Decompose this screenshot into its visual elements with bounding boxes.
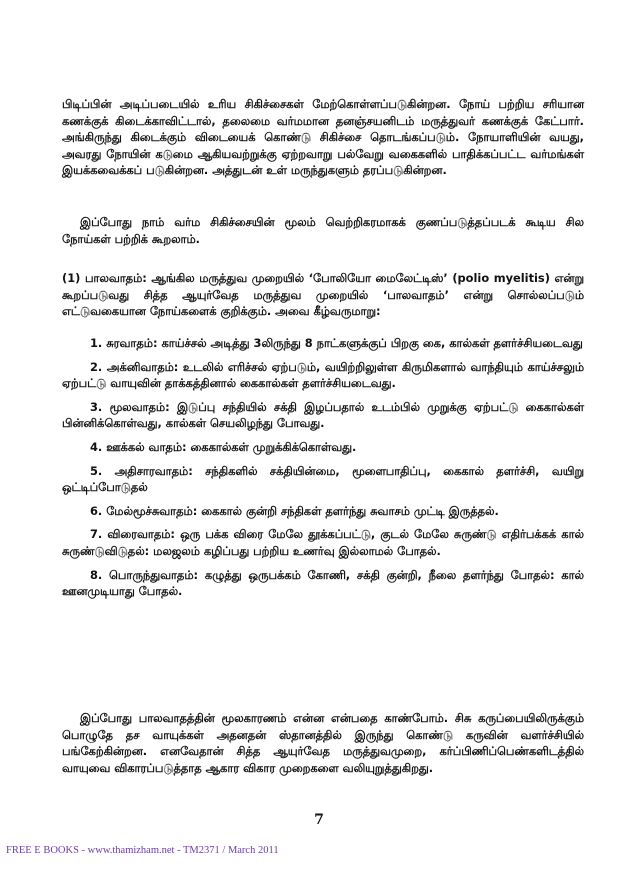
item-text: உடலில் எரிச்சல் ஏற்படும், வயிற்றிலுள்ள கிருமிகளால் வாந்தியும் காய்ச்சலும் ஏற்பட்டு வாயுவின் தாக்கத்தினால் கைகால்கள் தளர்ச்சியடைவது.: [62, 359, 584, 391]
item-text: கழுத்து ஒருபக்கம் கோணி, சக்தி குன்றி, நீலை தளர்ந்து போதல்: கால் ஊனமுடியாது போதல்.: [62, 567, 585, 599]
list-item: [62, 463, 584, 496]
item-text: கைகால்கள் முறுக்கிக்கொள்வது.: [190, 439, 357, 454]
paragraph-3: (1) பாலவாதம்: ஆங்கில மருத்துவ முறையில் ‘போலியோ மைலேட்டிஸ்’ (polio myelitis) என்று கூறப்படுவது சித்த ஆயுர்வேத மருத்துவ முறையில் ‘பாலவாதம்’ என்று சொல்லப்படும் எட்டுவகையான நோய்களைக் குறிக்கும். அவை கீழ்வருமாறு:: [62, 271, 584, 319]
item-text: காய்ச்சல் அடித்து 3லிருந்து 8 நாட்களுக்குப் பிறகு கை, கால்கள் தளர்ச்சியடைவது: [161, 336, 583, 350]
list-item: [62, 399, 584, 432]
disease-list: [62, 335, 584, 607]
item-text: கைகால் குன்றி சந்திகள் தளர்ந்து சுவாசம் முட்டி இருத்தல்.: [201, 503, 499, 518]
page-number: 7: [314, 812, 324, 828]
item-label: 7. விரைவாதம்:: [90, 527, 175, 542]
item-label: 6. மேல்மூச்சுவாதம்:: [90, 503, 198, 518]
list-item: [62, 567, 584, 600]
item-label: 3. மூலவாதம்:: [90, 399, 170, 414]
footer-text: FREE E BOOKS - www.thamizham.net - TM2371 / March 2011: [6, 845, 279, 856]
item-text: ஒரு பக்க விரை மேலே தூக்கப்பட்டு, குடல் மேலே சுருண்டு எதிர்பக்கக் கால் சுருண்டுவிடுதல்: மலஜலம் கழிப்பது பற்றிய உணர்வு இல்லாமல் போதல்.: [62, 527, 584, 558]
item-label: 2. அக்னிவாதம்:: [90, 359, 179, 374]
list-item: [62, 335, 584, 352]
item-text: சந்திகளில் சக்தியின்மை, மூளைபாதிப்பு, கைகால் தளர்ச்சி, வயிறு ஒட்டிப்போடுதல்: [62, 463, 584, 495]
paragraph-1: பிடிப்பின் அடிப்படையில் உரிய சிகிச்சைகள் மேற்கொள்ளப்படுகின்றன. நோய் பற்றிய சரியான கணக்குக் கிடைக்காவிட்டால், தலைமை வர்மமான தனஞ்சயனிடம் மருத்துவர் கணக்குக் கேட்பார். அங்கிருந்து கிடைக்கும் விடையைக் கொண்டு சிகிச்சை தொடங்கப்படும். நோயாளியின் வயது, அவரது நோயின் கடுமை ஆகியவற்றுக்கு ஏற்றவாறு பல்வேறு வகைகளில் பாதிக்கப்பட்ட வர்மங்கள் இயக்கவைக்கப் படுகின்றன. அத்துடன் உள் மருந்துகளும் தரப்படுகின்றன.: [62, 97, 584, 178]
item-label: 8. பொருந்துவாதம்:: [90, 567, 199, 582]
item-label: 1. சுரவாதம்:: [90, 336, 158, 350]
list-item: [62, 439, 584, 456]
item-label: 5. அதிசாரவாதம்:: [90, 463, 193, 478]
paragraph-2: இப்போது நாம் வர்ம சிகிச்சையின் மூலம் வெற்றிகரமாகக் குணப்படுத்தப்படக் கூடிய சில நோய்கள் பற்றிக் கூறலாம்.: [62, 215, 584, 246]
list-item: [62, 503, 584, 520]
item-text: இடுப்பு சந்தியில் சக்தி இழப்பதால் உடம்பில் முறுக்கு ஏற்பட்டு கைகால்கள் பின்னிக்கொள்வது, கால்கள் செயலிழந்து போவது.: [62, 399, 585, 431]
list-item: [62, 526, 584, 559]
list-item: [62, 359, 584, 392]
paragraph-4: இப்போது பாலவாதத்தின் மூலகாரணம் என்ன என்பதை காண்போம். சிசு கருப்பையிலிருக்கும் பொழுதே தச வாயுக்கள் அதனதன் ஸ்தானத்தில் இருந்து கொண்டு கருவின் வளர்ச்சியில் பங்கேற்கின்றன. எனவேதான் சித்த ஆயுர்வேத மருத்துவமுறை, கர்ப்பிணிப்பெண்களிடத்தில் வாயுவை விகாரப்படுத்தாத ஆகார விகார முறைகளை வலியுறுத்துகிறது.: [62, 711, 584, 775]
item-label: 4. ஊக்கல் வாதம்:: [90, 439, 187, 454]
